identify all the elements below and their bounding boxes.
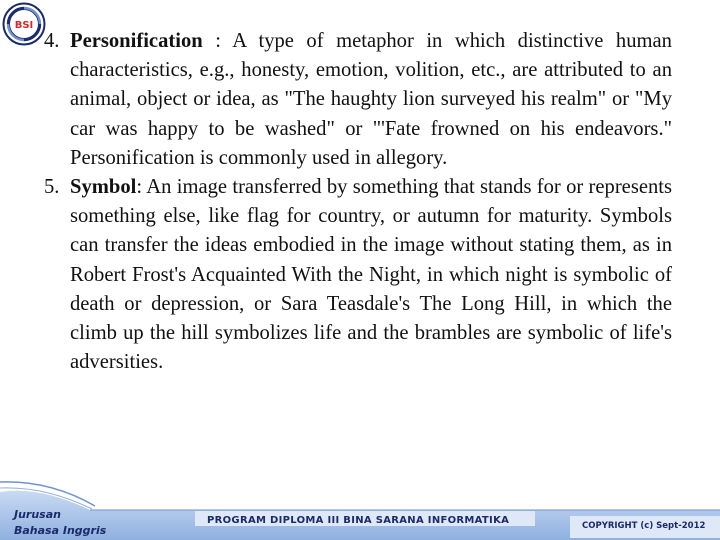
item-term: Personification [70,30,203,52]
item-number: 4. [44,30,60,52]
item-number: 5. [44,176,60,199]
content [44,27,672,377]
logo-text: BSI [14,20,34,31]
footer-department-line1: Jurusan [14,508,61,521]
list-item-symbol [44,173,672,377]
footer-department-line2: Bahasa Inggris [14,524,107,537]
item-term: Symbol [70,176,137,199]
item-separator: : [202,30,233,52]
list-item-personification [44,27,672,173]
footer-copyright: COPYRIGHT (c) Sept-2012 [582,521,706,531]
footer-program: PROGRAM DIPLOMA III BINA SARANA INFORMATIKA [207,515,510,526]
item-text: An image transferred by something that stands for or represents something else, like flag for country, or autumn for maturity. Symbols can transfer the ideas embodied in the image without stating them, as in Robert Frost's Acquainted With the Night, in which night is symbolic of death or depression, or Sara Teasdale's The Long Hill, in which the climb up the hill symbolizes life and the brambles are symbolic of life's adversities. [70,176,673,374]
bsi-logo [2,2,46,46]
item-separator: : [136,176,147,199]
item-text: A type of metaphor in which distinctive human characteristics, e.g., honesty, emotion, volition, etc., are attributed to an animal, object or idea, as "The haughty lion surveyed his realm" or "My car was happy to be washed" or "'Fate frowned on his endeavors." Personification is commonly used in allegory. [70,30,672,169]
footer-band [0,480,720,540]
